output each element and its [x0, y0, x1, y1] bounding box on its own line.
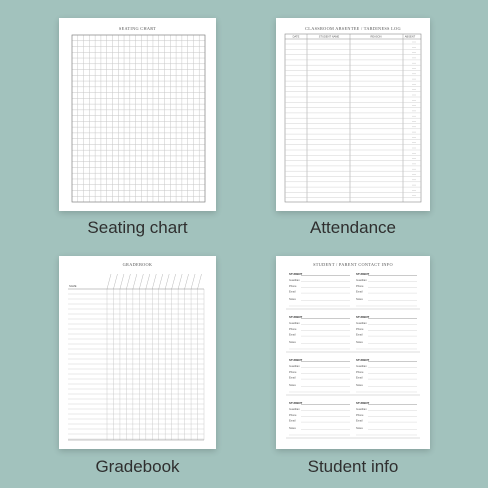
field-label: Notes — [356, 341, 363, 344]
field-label: Guardian — [289, 408, 300, 411]
student-info-blocks — [276, 256, 430, 449]
rule-line — [172, 274, 176, 289]
field-label: Email — [356, 419, 363, 423]
column-header-date: DATE — [292, 35, 300, 39]
student-label: STUDENT — [356, 272, 370, 276]
page-title: SEATING CHART — [118, 26, 157, 31]
column-header-absent: ABSENT — [404, 35, 416, 39]
field-label: Guardian — [289, 279, 300, 282]
field-label: Phone — [289, 370, 297, 374]
field-label: Phone — [356, 284, 364, 288]
rule-line — [120, 274, 124, 289]
card-caption: Seating chart — [87, 218, 188, 237]
field-label: Notes — [289, 298, 296, 301]
attendance-page — [276, 18, 430, 211]
student-info-page — [276, 256, 430, 449]
rule-line — [113, 274, 117, 289]
field-label: Notes — [356, 298, 363, 301]
student-label: STUDENT — [356, 358, 370, 362]
rule-line — [178, 274, 182, 289]
field-label: Phone — [356, 413, 364, 417]
gradebook-grid — [59, 256, 216, 449]
field-label: Email — [289, 290, 296, 294]
card-caption: Attendance — [309, 218, 396, 237]
rule-line — [126, 274, 130, 289]
page-title: GRADEBOOK — [122, 262, 153, 267]
card-caption: Gradebook — [95, 457, 180, 476]
student-label: STUDENT — [289, 315, 303, 319]
field-label: Notes — [356, 427, 363, 430]
attendance-table — [276, 18, 430, 211]
field-label: Notes — [289, 341, 296, 344]
field-label: Phone — [289, 284, 297, 288]
field-label: Email — [356, 376, 363, 380]
rule-line — [185, 274, 189, 289]
field-label: Email — [356, 333, 363, 337]
rule-line — [139, 274, 143, 289]
field-label: Phone — [289, 327, 297, 331]
frame — [72, 35, 205, 202]
field-label: Guardian — [356, 408, 367, 411]
field-label: Guardian — [356, 365, 367, 368]
seating-grid — [59, 18, 216, 211]
field-label: Guardian — [289, 365, 300, 368]
field-label: Email — [289, 376, 296, 380]
field-label: Notes — [356, 384, 363, 387]
gradebook-page — [59, 256, 216, 449]
field-label: Email — [289, 333, 296, 337]
rule-line — [152, 274, 156, 289]
card-caption: Student info — [307, 457, 399, 476]
rule-line — [191, 274, 195, 289]
field-label: Guardian — [356, 279, 367, 282]
field-label: Phone — [356, 327, 364, 331]
student-label: STUDENT — [356, 401, 370, 405]
rule-line — [198, 274, 202, 289]
field-label: Phone — [289, 413, 297, 417]
student-label: STUDENT — [356, 315, 370, 319]
page-title: CLASSROOM ABSENTEE / TARDINESS LOG — [305, 26, 401, 31]
column-header-reason: REASON — [370, 35, 382, 39]
seating-chart-page — [59, 18, 216, 211]
rule-line — [146, 274, 150, 289]
column-header-student-name: STUDENT NAME — [318, 35, 340, 39]
field-label: Phone — [356, 370, 364, 374]
name-column-label: NAME — [69, 285, 77, 288]
student-label: STUDENT — [289, 358, 303, 362]
field-label: Email — [289, 419, 296, 423]
field-label: Notes — [289, 427, 296, 430]
field-label: Guardian — [289, 322, 300, 325]
field-label: Notes — [289, 384, 296, 387]
page-title: STUDENT / PARENT CONTACT INFO — [313, 262, 393, 267]
rule-line — [165, 274, 169, 289]
rule-line — [133, 274, 137, 289]
student-label: STUDENT — [289, 401, 303, 405]
field-label: Email — [356, 290, 363, 294]
rule-line — [159, 274, 163, 289]
field-label: Guardian — [356, 322, 367, 325]
rule-line — [107, 274, 111, 289]
student-label: STUDENT — [289, 272, 303, 276]
